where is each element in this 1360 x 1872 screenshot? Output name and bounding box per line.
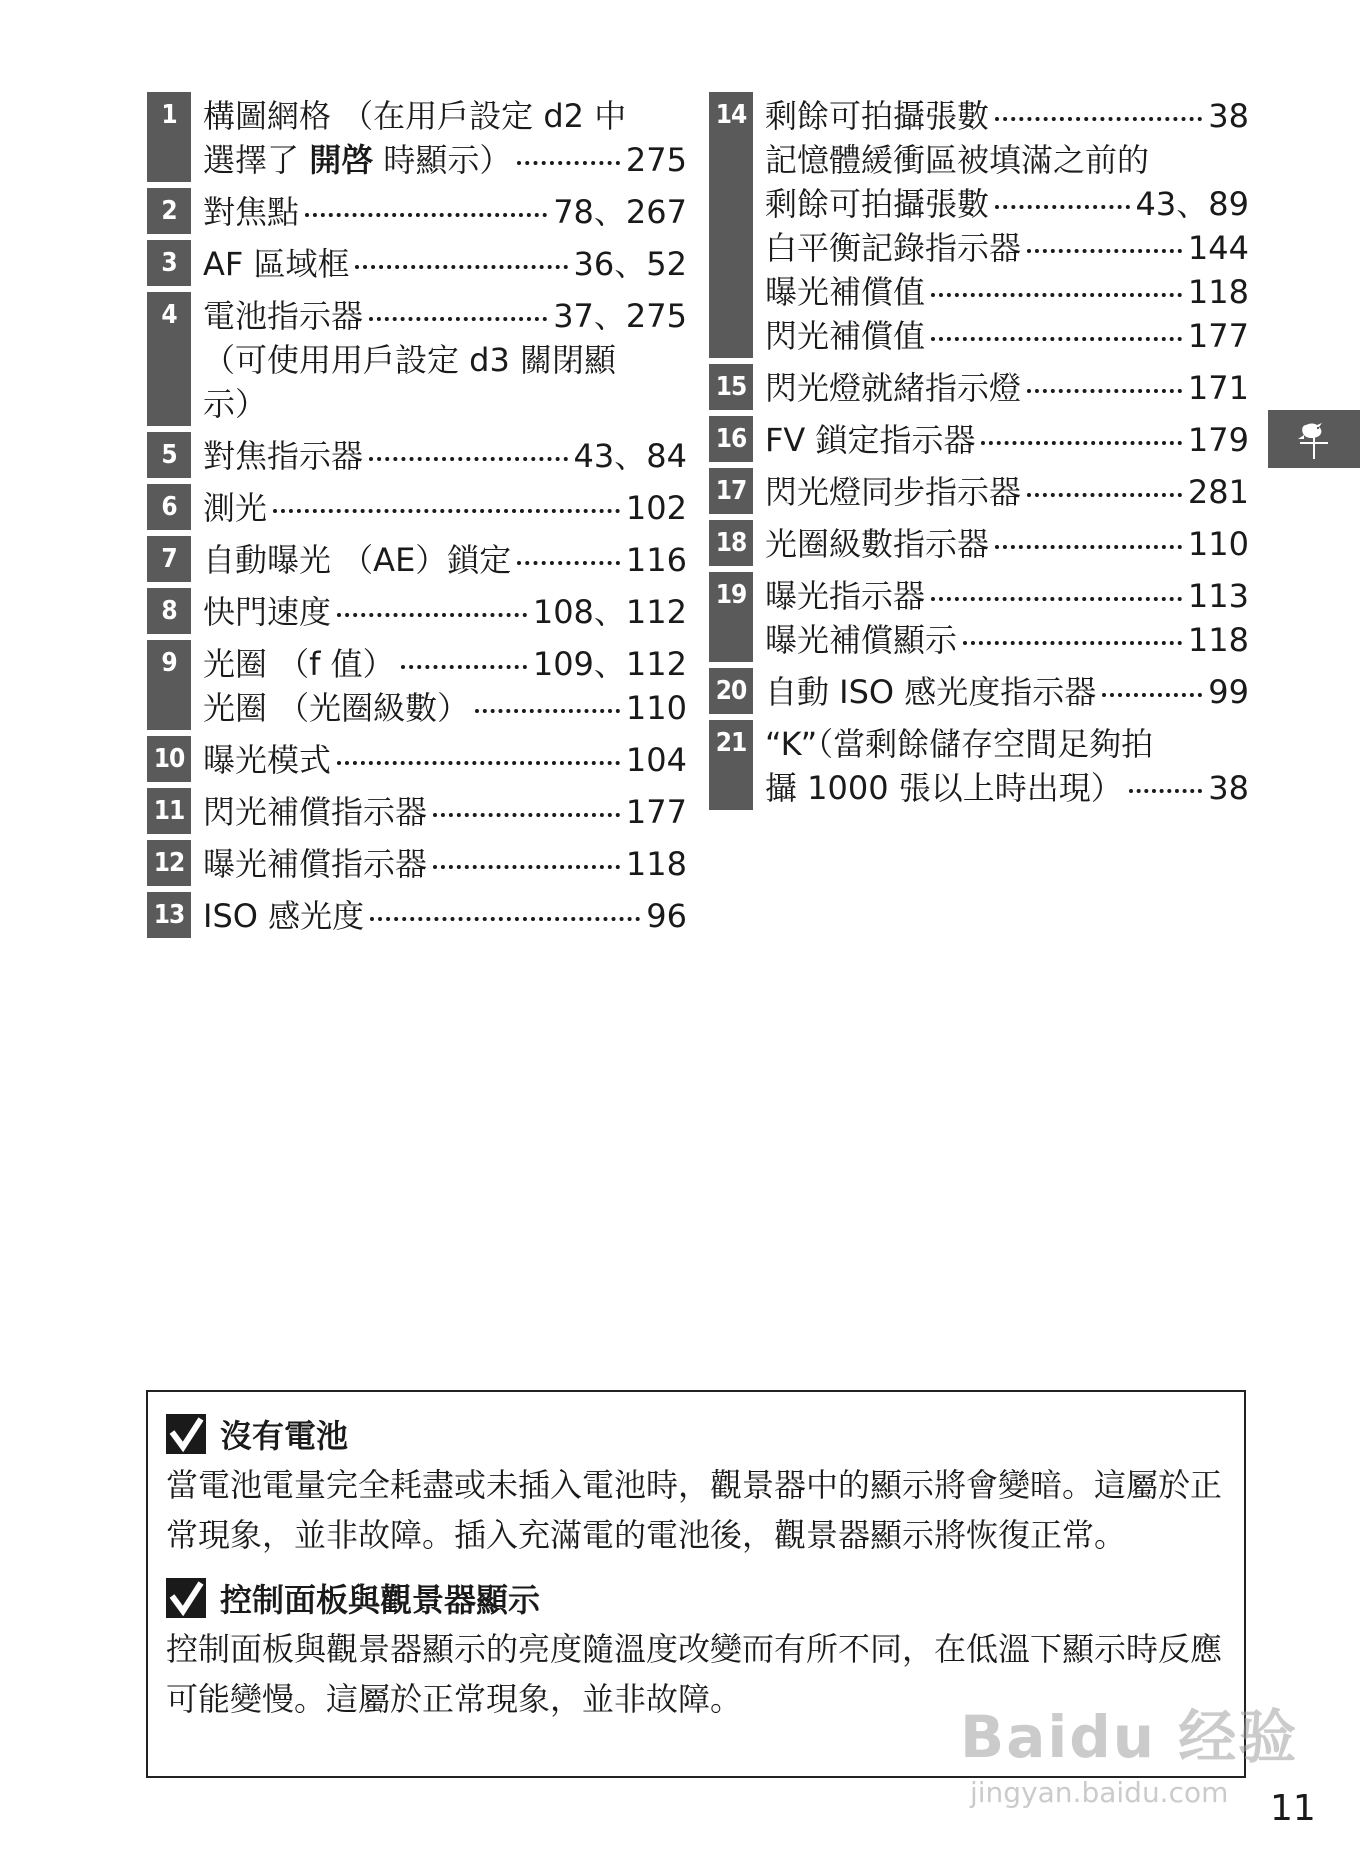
page-reference: 144 (1187, 229, 1249, 267)
note-title: 控制面板與觀景器顯示 (220, 1581, 541, 1619)
page-reference: 43、84 (573, 437, 687, 475)
entry-number-badge: 3 (147, 240, 191, 286)
entry-line (203, 94, 687, 138)
dot-leader (1027, 249, 1182, 253)
dot-leader (369, 317, 547, 321)
dot-leader (995, 117, 1202, 121)
note-body: 控制面板與觀景器顯示的亮度隨溫度改變而有所不同，在低溫下顯示時反應可能變慢。這屬於正常現象，並非故障。 (166, 1630, 1223, 1718)
entry-number-badge: 7 (147, 536, 191, 582)
checkmark-icon (166, 1578, 206, 1618)
page-reference: 281 (1187, 473, 1249, 511)
watermark-brand: Baidu 经验 (960, 1703, 1299, 1771)
entry-number-badge: 21 (709, 720, 753, 810)
entry-line (203, 738, 687, 782)
entry-line (765, 766, 1249, 810)
entry-line (203, 382, 687, 426)
page-reference: 177 (625, 793, 687, 831)
dot-leader (475, 709, 620, 713)
legend-entry (147, 188, 687, 234)
dot-leader (931, 597, 1182, 601)
legend-entry (147, 432, 687, 478)
page-reference: 110 (1187, 525, 1249, 563)
entry-line (765, 618, 1249, 662)
entry-label: 閃光燈就緒指示燈 (765, 369, 1022, 407)
legend-entry (147, 640, 687, 730)
dot-leader (931, 293, 1182, 297)
entry-number-badge: 2 (147, 188, 191, 234)
entry-line (203, 434, 687, 478)
entry-line (203, 294, 687, 338)
dot-leader (995, 205, 1130, 209)
entry-line (203, 686, 687, 730)
dot-leader (370, 917, 640, 921)
entry-number-badge: 11 (147, 788, 191, 834)
dot-leader (995, 545, 1182, 549)
entry-label: FV 鎖定指示器 (765, 421, 976, 459)
legend-entry (147, 292, 687, 426)
dot-leader (355, 265, 567, 269)
entry-label: 剩餘可拍攝張數 (765, 185, 990, 223)
entry-line (203, 242, 687, 286)
page-reference: 110 (625, 689, 687, 727)
entry-label: 曝光指示器 (765, 577, 926, 615)
entry-label: 光圈 （f 值） (203, 645, 395, 683)
entry-label: 攝 1000 張以上時出現） (765, 769, 1123, 807)
legend-entry (709, 416, 1249, 462)
entry-label: 白平衡記錄指示器 (765, 229, 1022, 267)
page-reference: 171 (1187, 369, 1249, 407)
legend-entry (147, 788, 687, 834)
entry-line (765, 418, 1249, 462)
page-reference: 118 (1187, 621, 1249, 659)
entry-line (765, 182, 1249, 226)
page-reference: 96 (646, 897, 687, 935)
entry-line (203, 590, 687, 634)
entry-line (203, 538, 687, 582)
dot-leader (517, 161, 620, 165)
left-column (147, 92, 687, 944)
page-reference: 78、267 (553, 193, 687, 231)
note-title: 沒有電池 (220, 1417, 349, 1455)
page-reference: 109、112 (532, 645, 687, 683)
rooster-weathervane-icon (1292, 417, 1336, 461)
entry-number-badge: 16 (709, 416, 753, 462)
entry-number-badge: 6 (147, 484, 191, 530)
entry-label: 電池指示器 (203, 297, 364, 335)
page-reference: 177 (1187, 317, 1249, 355)
entry-number-badge: 10 (147, 736, 191, 782)
legend-entry (709, 468, 1249, 514)
entry-line (765, 722, 1249, 766)
entry-line (203, 894, 687, 938)
note-body: 當電池電量完全耗盡或未插入電池時，觀景器中的顯示將會變暗。這屬於正常現象，並非故障。插入充滿電的電池後，觀景器顯示將恢復正常。 (166, 1466, 1223, 1554)
entry-label: 閃光補償值 (765, 317, 926, 355)
entry-label: 示） (203, 385, 268, 423)
entry-label: 光圈級數指示器 (765, 525, 990, 563)
entry-number-badge: 14 (709, 92, 753, 358)
entry-label: 曝光補償值 (765, 273, 926, 311)
page-reference: 113 (1187, 577, 1249, 615)
right-column (709, 92, 1249, 816)
entry-label: 曝光模式 (203, 741, 332, 779)
entry-number-badge: 18 (709, 520, 753, 566)
legend-entry (147, 240, 687, 286)
entry-label: 記憶體緩衝區被填滿之前的 (765, 141, 1150, 179)
dot-leader (337, 613, 527, 617)
entry-label: 快門速度 (203, 593, 332, 631)
dot-leader (963, 641, 1182, 645)
entry-label: 構圖網格 （在用戶設定 d2 中 (203, 97, 627, 135)
entry-line (765, 366, 1249, 410)
entry-label: 剩餘可拍攝張數 (765, 97, 990, 135)
legend-entry (147, 92, 687, 182)
entry-label: 曝光補償顯示 (765, 621, 958, 659)
dot-leader (1027, 389, 1182, 393)
page-reference: 275 (625, 141, 687, 179)
entry-label: 曝光補償指示器 (203, 845, 428, 883)
page-reference: 108、112 (532, 593, 687, 631)
page-reference: 118 (625, 845, 687, 883)
entry-number-badge: 9 (147, 640, 191, 730)
page-reference: 38 (1208, 769, 1249, 807)
entry-line (765, 670, 1249, 714)
entry-label: 閃光燈同步指示器 (765, 473, 1022, 511)
entry-label: 選擇了 開啓 時顯示） (203, 141, 512, 179)
legend-entry (709, 364, 1249, 410)
dot-leader (273, 509, 620, 513)
dot-leader (433, 865, 620, 869)
page-reference: 179 (1187, 421, 1249, 459)
entry-label: 自動 ISO 感光度指示器 (765, 673, 1097, 711)
entry-label: 閃光補償指示器 (203, 793, 428, 831)
watermark-url: jingyan.baidu.com (970, 1776, 1229, 1809)
legend-entry (147, 892, 687, 938)
dot-leader (1102, 693, 1202, 697)
entry-line (765, 226, 1249, 270)
legend-entry (147, 736, 687, 782)
dot-leader (369, 457, 568, 461)
page-reference: 38 (1208, 97, 1249, 135)
legend-entry (709, 92, 1249, 358)
entry-line (765, 574, 1249, 618)
dot-leader (1129, 789, 1202, 793)
page-reference: 43、89 (1135, 185, 1249, 223)
entry-number-badge: 15 (709, 364, 753, 410)
entry-line (765, 470, 1249, 514)
entry-line (765, 94, 1249, 138)
legend-entry (147, 484, 687, 530)
page-reference: 36、52 (573, 245, 687, 283)
legend-entry (709, 520, 1249, 566)
dot-leader (517, 561, 620, 565)
entry-number-badge: 20 (709, 668, 753, 714)
entry-line (765, 270, 1249, 314)
entry-line (765, 314, 1249, 358)
dot-leader (401, 665, 527, 669)
entry-label: 自動曝光 （AE）鎖定 (203, 541, 512, 579)
entry-line (203, 790, 687, 834)
page-reference: 116 (625, 541, 687, 579)
dot-leader (981, 441, 1181, 445)
entry-label: 光圈 （光圈級數） (203, 689, 470, 727)
entry-line (765, 138, 1249, 182)
entry-number-badge: 13 (147, 892, 191, 938)
entry-line (765, 522, 1249, 566)
note-no-battery (166, 1410, 1226, 1560)
dot-leader (1027, 493, 1182, 497)
entry-line (203, 486, 687, 530)
entry-line (203, 842, 687, 886)
legend-entry (147, 536, 687, 582)
section-tab (1268, 410, 1360, 468)
entry-number-badge: 12 (147, 840, 191, 886)
page-reference: 37、275 (553, 297, 687, 335)
page-reference: 118 (1187, 273, 1249, 311)
entry-label: 對焦點 (203, 193, 300, 231)
page-reference: 104 (625, 741, 687, 779)
entry-line (203, 338, 687, 382)
entry-number-badge: 8 (147, 588, 191, 634)
legend-entry (147, 588, 687, 634)
entry-label: AF 區域框 (203, 245, 350, 283)
entry-line (203, 642, 687, 686)
entry-line (203, 190, 687, 234)
legend-entry (147, 840, 687, 886)
entry-number-badge: 17 (709, 468, 753, 514)
page-number: 11 (1270, 1788, 1316, 1829)
dot-leader (337, 761, 620, 765)
entry-number-badge: 19 (709, 572, 753, 662)
entry-label: 測光 (203, 489, 268, 527)
entry-label: ISO 感光度 (203, 897, 365, 935)
dot-leader (433, 813, 620, 817)
entry-label: “K”（當剩餘儲存空間足夠拍 (765, 725, 1154, 763)
page-reference: 99 (1208, 673, 1249, 711)
entry-line (203, 138, 687, 182)
entry-label: （可使用用戶設定 d3 關閉顯 (203, 341, 617, 379)
entry-number-badge: 1 (147, 92, 191, 182)
legend-entry (709, 668, 1249, 714)
dot-leader (305, 213, 547, 217)
entry-label: 對焦指示器 (203, 437, 364, 475)
page-reference: 102 (625, 489, 687, 527)
legend-entry (709, 572, 1249, 662)
entry-number-badge: 4 (147, 292, 191, 426)
dot-leader (931, 337, 1182, 341)
entry-number-badge: 5 (147, 432, 191, 478)
legend-entry (709, 720, 1249, 810)
checkmark-icon (166, 1414, 206, 1454)
